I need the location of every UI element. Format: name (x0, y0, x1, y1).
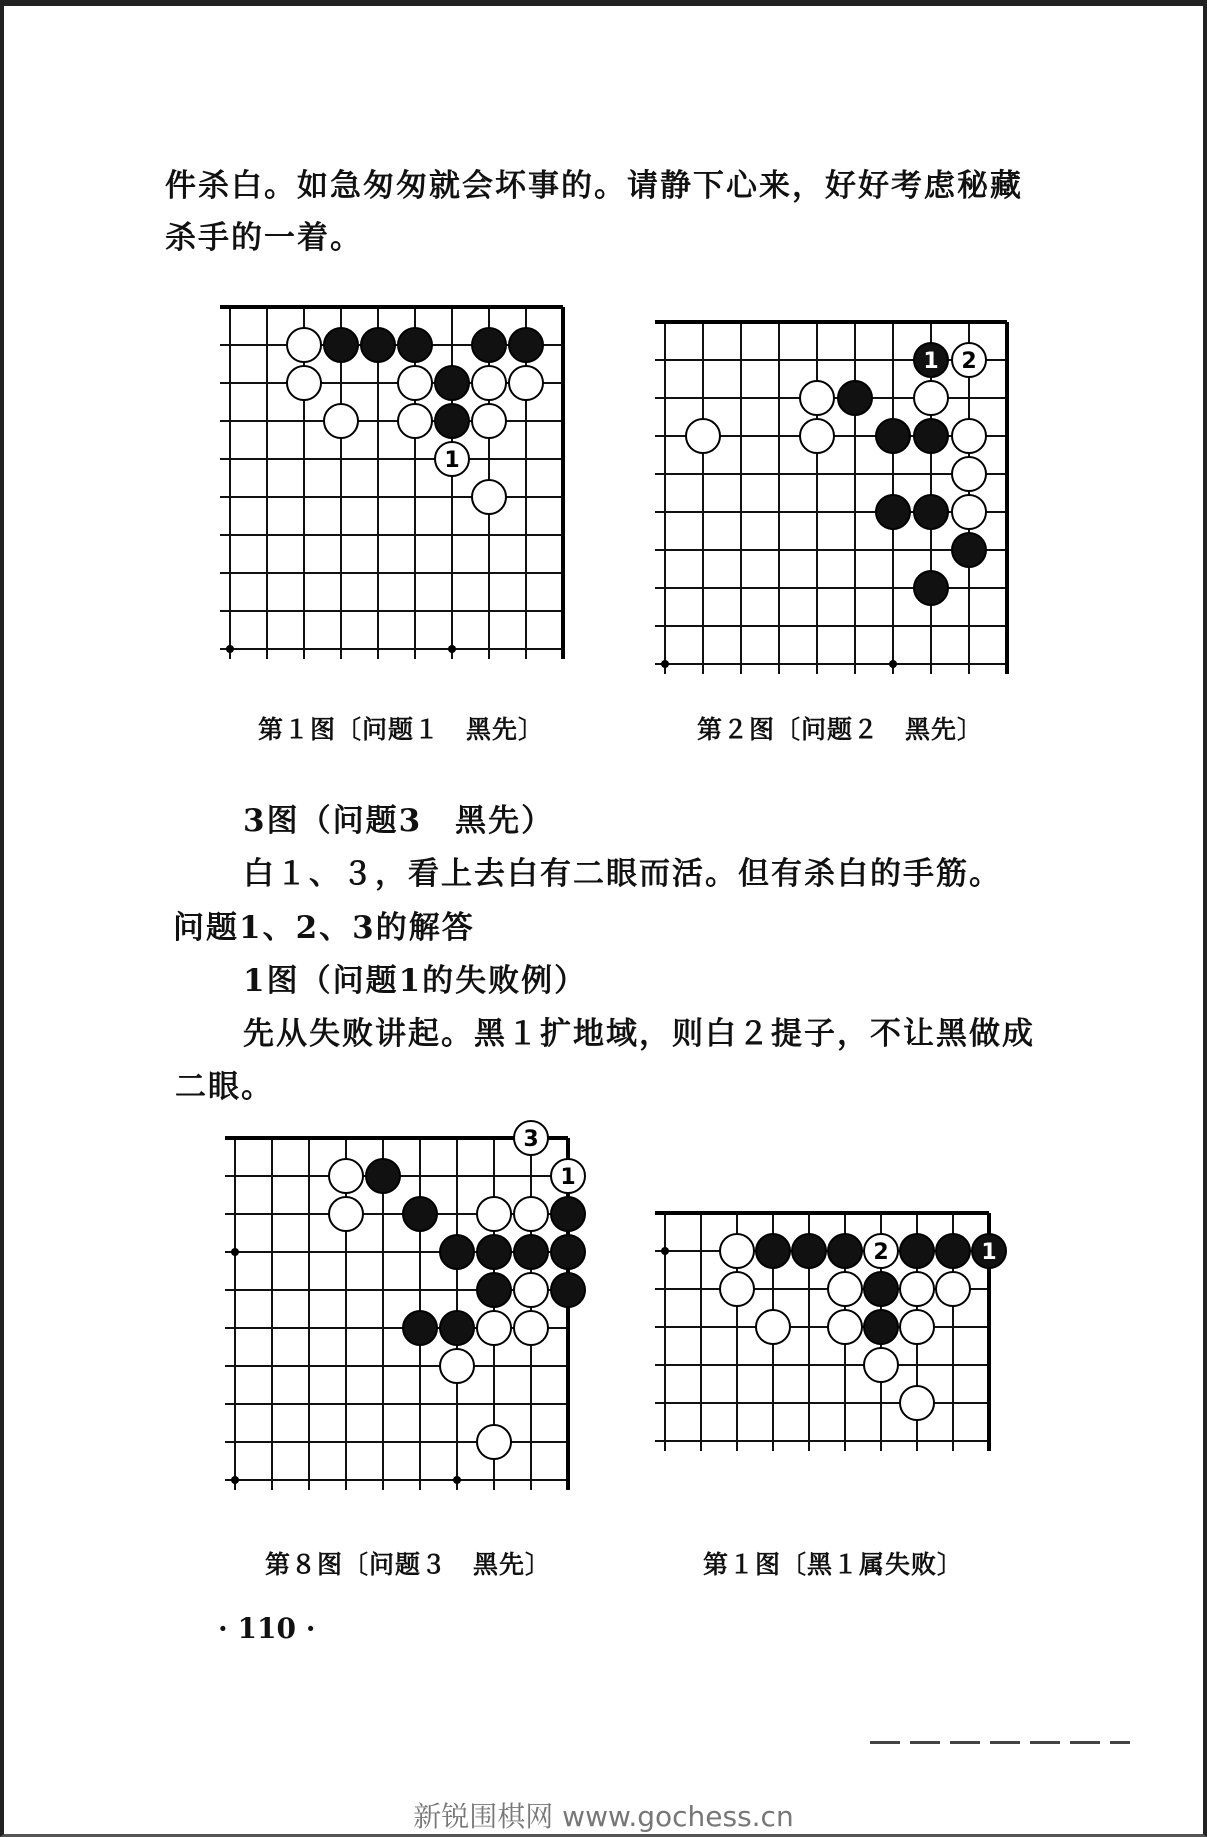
go-board-failure-example (650, 1195, 1030, 1485)
black-stone (551, 1273, 585, 1307)
figure-caption: 第１图〔问题１ 黑先〕 (258, 715, 545, 744)
white-stone (800, 419, 834, 453)
go-board-problem-1 (210, 295, 590, 685)
paragraph-line: 二眼。 (175, 1069, 274, 1105)
black-stone (792, 1234, 826, 1268)
board-grid (225, 1138, 568, 1490)
white-stone (900, 1310, 934, 1344)
white-stone (398, 404, 432, 438)
top-border (0, 0, 1207, 6)
black-stone (514, 1235, 548, 1269)
white-stone (329, 1197, 363, 1231)
black-stone (440, 1235, 474, 1269)
black-stone (914, 495, 948, 529)
white-stone (828, 1272, 862, 1306)
decorative-rule (870, 1741, 1130, 1744)
white-stone (720, 1272, 754, 1306)
move-number: 1 (981, 1240, 997, 1265)
white-stone (287, 328, 321, 362)
black-stone (472, 328, 506, 362)
move-number: 1 (923, 349, 939, 374)
figure-caption: 第１图〔黑１属失败〕 (703, 1550, 964, 1579)
white-stone (828, 1310, 862, 1344)
paragraph-line: 件杀白。如急匆匆就会坏事的。请静下心来，好好考虑秘藏 (165, 168, 1023, 204)
white-stone (329, 1159, 363, 1193)
white-stone (472, 480, 506, 514)
white-stone (900, 1386, 934, 1420)
board-grid (220, 307, 563, 659)
black-stone (864, 1272, 898, 1306)
move-number: 1 (560, 1165, 576, 1190)
black-stone (914, 419, 948, 453)
white-stone (756, 1310, 790, 1344)
star-point (453, 1476, 461, 1484)
black-stone (551, 1235, 585, 1269)
white-stone (509, 366, 543, 400)
star-point (661, 660, 669, 668)
board-grid (655, 322, 1007, 674)
black-stone (398, 328, 432, 362)
section-heading: 3图（问题3 黑先） (243, 803, 555, 839)
black-stone (324, 328, 358, 362)
star-point (889, 660, 897, 668)
black-stone (952, 533, 986, 567)
black-stone (876, 419, 910, 453)
black-stone (403, 1311, 437, 1345)
white-stone (720, 1234, 754, 1268)
white-stone (472, 404, 506, 438)
white-stone (472, 366, 506, 400)
white-stone (398, 366, 432, 400)
go-board-problem-2 (650, 310, 1030, 690)
move-number: 2 (873, 1240, 889, 1265)
black-stone (477, 1273, 511, 1307)
white-stone (324, 404, 358, 438)
figure-caption: 第２图〔问题２ 黑先〕 (697, 715, 984, 744)
go-board-problem-3 (215, 1110, 595, 1510)
black-stone (914, 571, 948, 605)
star-point (661, 1247, 669, 1255)
star-point (448, 645, 456, 653)
white-stone (477, 1311, 511, 1345)
white-stone (800, 381, 834, 415)
black-stone (403, 1197, 437, 1231)
white-stone (914, 381, 948, 415)
section-heading: 问题1、2、3的解答 (173, 910, 475, 946)
white-stone (514, 1197, 548, 1231)
star-point (231, 1248, 239, 1256)
black-stone (936, 1234, 970, 1268)
black-stone (828, 1234, 862, 1268)
black-stone (756, 1234, 790, 1268)
white-stone (287, 366, 321, 400)
white-stone (686, 419, 720, 453)
figure-caption: 第８图〔问题３ 黑先〕 (265, 1550, 552, 1579)
move-number: 1 (444, 448, 460, 473)
black-stone (366, 1159, 400, 1193)
black-stone (435, 366, 469, 400)
move-number: 2 (961, 349, 977, 374)
move-number: 3 (523, 1127, 539, 1152)
black-stone (440, 1311, 474, 1345)
white-stone (936, 1272, 970, 1306)
black-stone (361, 328, 395, 362)
black-stone (838, 381, 872, 415)
star-point (231, 1476, 239, 1484)
white-stone (864, 1348, 898, 1382)
white-stone (440, 1349, 474, 1383)
paragraph-line: 白１、３，看上去白有二眼而活。但有杀白的手筋。 (243, 856, 1002, 892)
white-stone (514, 1311, 548, 1345)
section-heading: 1图（问题1的失败例） (243, 963, 588, 999)
white-stone (952, 495, 986, 529)
watermark-footer: 新锐围棋网 www.gochess.cn (413, 1800, 794, 1833)
paragraph-line: 杀手的一着。 (165, 220, 363, 256)
page-number: · 110 · (218, 1612, 316, 1645)
paragraph-line: 先从失败讲起。黑１扩地域，则白２提子，不让黑做成 (243, 1016, 1035, 1052)
black-stone (551, 1197, 585, 1231)
white-stone (477, 1425, 511, 1459)
white-stone (900, 1272, 934, 1306)
white-stone (477, 1197, 511, 1231)
white-stone (952, 419, 986, 453)
white-stone (952, 457, 986, 491)
black-stone (876, 495, 910, 529)
star-point (226, 645, 234, 653)
black-stone (477, 1235, 511, 1269)
black-stone (435, 404, 469, 438)
white-stone (514, 1273, 548, 1307)
black-stone (509, 328, 543, 362)
black-stone (900, 1234, 934, 1268)
black-stone (864, 1310, 898, 1344)
